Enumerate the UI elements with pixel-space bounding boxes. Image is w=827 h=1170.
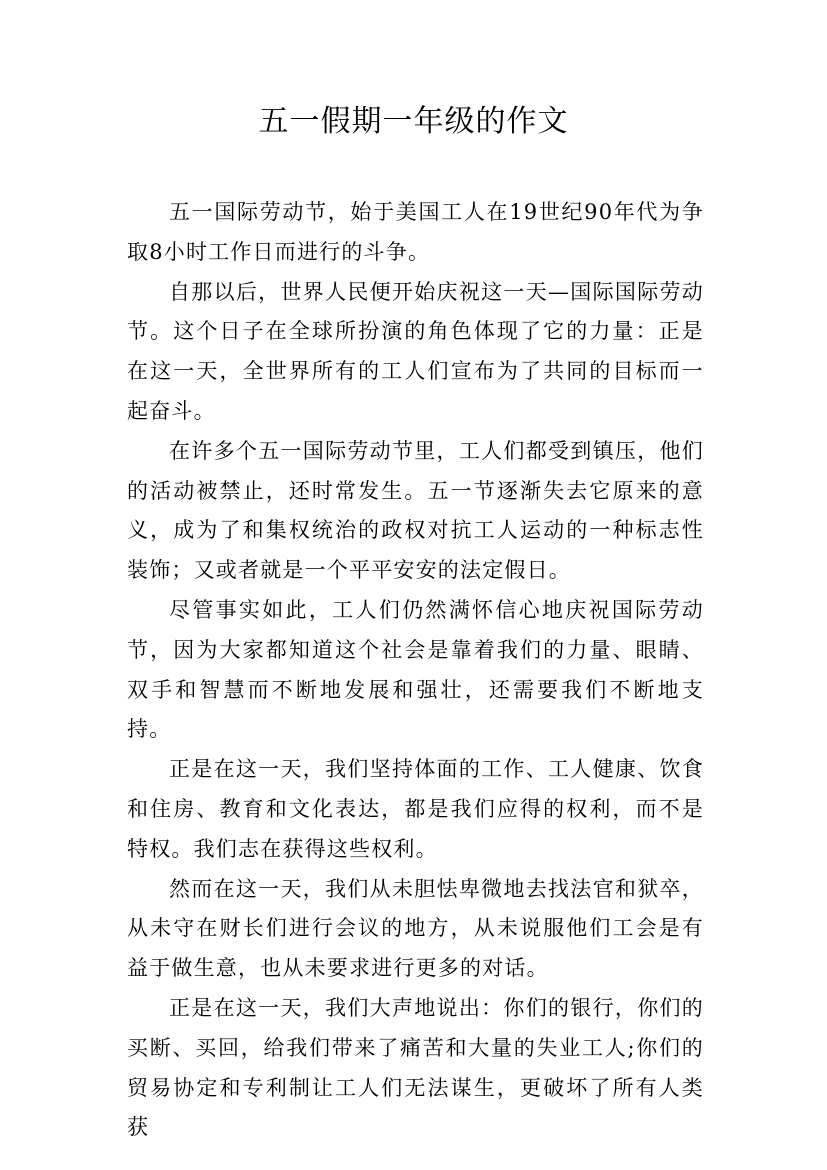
paragraph-7: 正是在这一天，我们大声地说出：你们的银行，你们的买断、买回，给我们带来了痛苦和大量的失业工人;你们的贸易协定和专利制让工人们无法谋生，更破坏了所有人类获 bbox=[127, 995, 704, 1140]
paragraph-5: 正是在这一天，我们坚持体面的工作、工人健康、饮食和住房、教育和文化表达，都是我们应得的权利，而不是特权。我们志在获得这些权利。 bbox=[127, 757, 704, 861]
paragraph-4: 尽管事实如此，工人们仍然满怀信心地庆祝国际劳动节，因为大家都知道这个社会是靠着我们的力量、眼睛、双手和智慧而不断地发展和强壮，还需要我们不断地支持。 bbox=[127, 597, 704, 742]
paragraph-2: 自那以后，世界人民便开始庆祝这一天—国际国际劳动节。这个日子在全球所扮演的角色体现了它的力量：正是在这一天，全世界所有的工人们宣布为了共同的目标而一起奋斗。 bbox=[127, 279, 704, 423]
paragraph-6: 然而在这一天，我们从未胆怯卑微地去找法官和狱卒，从未守在财长们进行会议的地方，从未说服他们工会是有益于做生意，也从未要求进行更多的对话。 bbox=[127, 876, 704, 981]
document-body bbox=[127, 193, 704, 1148]
paragraph-1: 五一国际劳动节，始于美国工人在19世纪90年代为争取8小时工作日而进行的斗争。 bbox=[127, 200, 704, 264]
document-title: 五一假期一年级的作文 bbox=[258, 104, 569, 139]
paragraph-3: 在许多个五一国际劳动节里，工人们都受到镇压，他们的活动被禁止，还时常发生。五一节逐渐失去它原来的意义，成为了和集权统治的政权对抗工人运动的一种标志性装饰；又或者就是一个平平安安的法定假日。 bbox=[127, 438, 704, 583]
